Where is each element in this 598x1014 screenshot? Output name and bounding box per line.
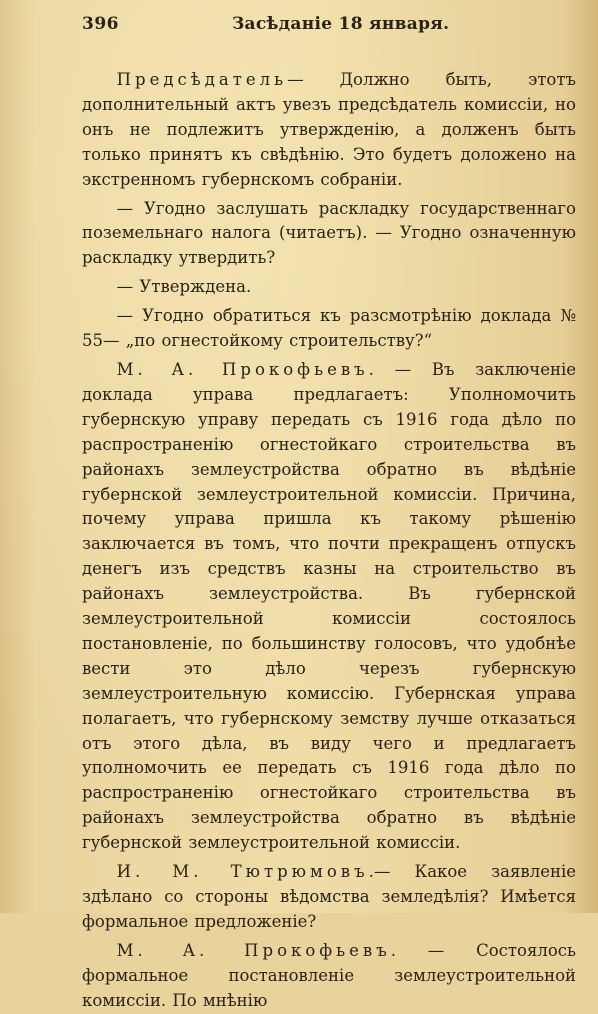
- paragraph: [82, 275, 576, 300]
- speaker-name: М. А. Прокофьевъ: [116, 940, 391, 960]
- speaker-name: И. М. Тютрюмовъ: [116, 862, 369, 882]
- paragraph-text: . — Состоялось формальное постановленіе землеустроительной комиссіи. По мнѣнію: [82, 940, 576, 1010]
- page-body: [82, 68, 576, 1014]
- paragraph-text: . — Въ заключеніе доклада управа предлагаетъ: Уполномочить губернскую управу передать съ 1916 года дѣло по распространенію огнестойкаго строительства въ районахъ землеустройства обратно въ вѣдѣніе губернской землеустроительной комиссіи. Причина, почему управа пришла къ такому рѣшенію заключается въ томъ, что почти прекращенъ отпускъ денегъ изъ средствъ казны на строительство въ районахъ землеустройства. Въ губернской землеустроительной комиссіи состоялось постановленіе, по большинству голосовъ, что удобнѣе вести это дѣло черезъ губернскую землеустроительную комиссію. Губернская управа полагаетъ, что губернскому земству лучше отказаться отъ этого дѣла, въ виду чего и предлагаетъ уполномочить ее передать съ 1916 года дѣло по распространенію огнестойкаго строительства въ районахъ землеустройства обратно въ вѣдѣніе губернской землеустроительной комиссіи.: [82, 359, 577, 853]
- paragraph-text: — Утверждена.: [116, 277, 252, 297]
- paragraph: [82, 358, 576, 856]
- page-number: 396: [82, 14, 119, 34]
- paragraph: [82, 939, 576, 1014]
- paragraph: [82, 68, 576, 193]
- page-header: [82, 14, 576, 44]
- paragraph: [82, 860, 576, 935]
- speaker-name: М. А. Прокофьевъ: [116, 359, 369, 379]
- paragraph-text: — Угодно обратиться къ разсмотрѣнію доклада № 55— „по огнестойкому строительству?“: [82, 306, 576, 351]
- paragraph: [82, 304, 576, 354]
- speaker-name: Предсѣдатель: [116, 70, 288, 89]
- paragraph-text: .— Какое заявленіе здѣлано со стороны вѣдомства земледѣлія? Имѣется формальное предложеніе?: [82, 862, 576, 931]
- paragraph-text: — Угодно заслушать раскладку государственнаго поземельнаго налога (читаетъ). — Угодно означенную раскладку утвердить?: [82, 198, 576, 268]
- running-title: Засѣданіе 18 января.: [232, 14, 450, 34]
- paragraph: [82, 197, 576, 272]
- paragraph-text: — Должно быть, этотъ дополнительный актъ увезъ предсѣдатель комиссіи, но онъ не подлежитъ утвержденію, а долженъ быть только принятъ къ свѣдѣнію. Это будетъ доложено на экстренномъ губернскомъ собраніи.: [82, 70, 576, 189]
